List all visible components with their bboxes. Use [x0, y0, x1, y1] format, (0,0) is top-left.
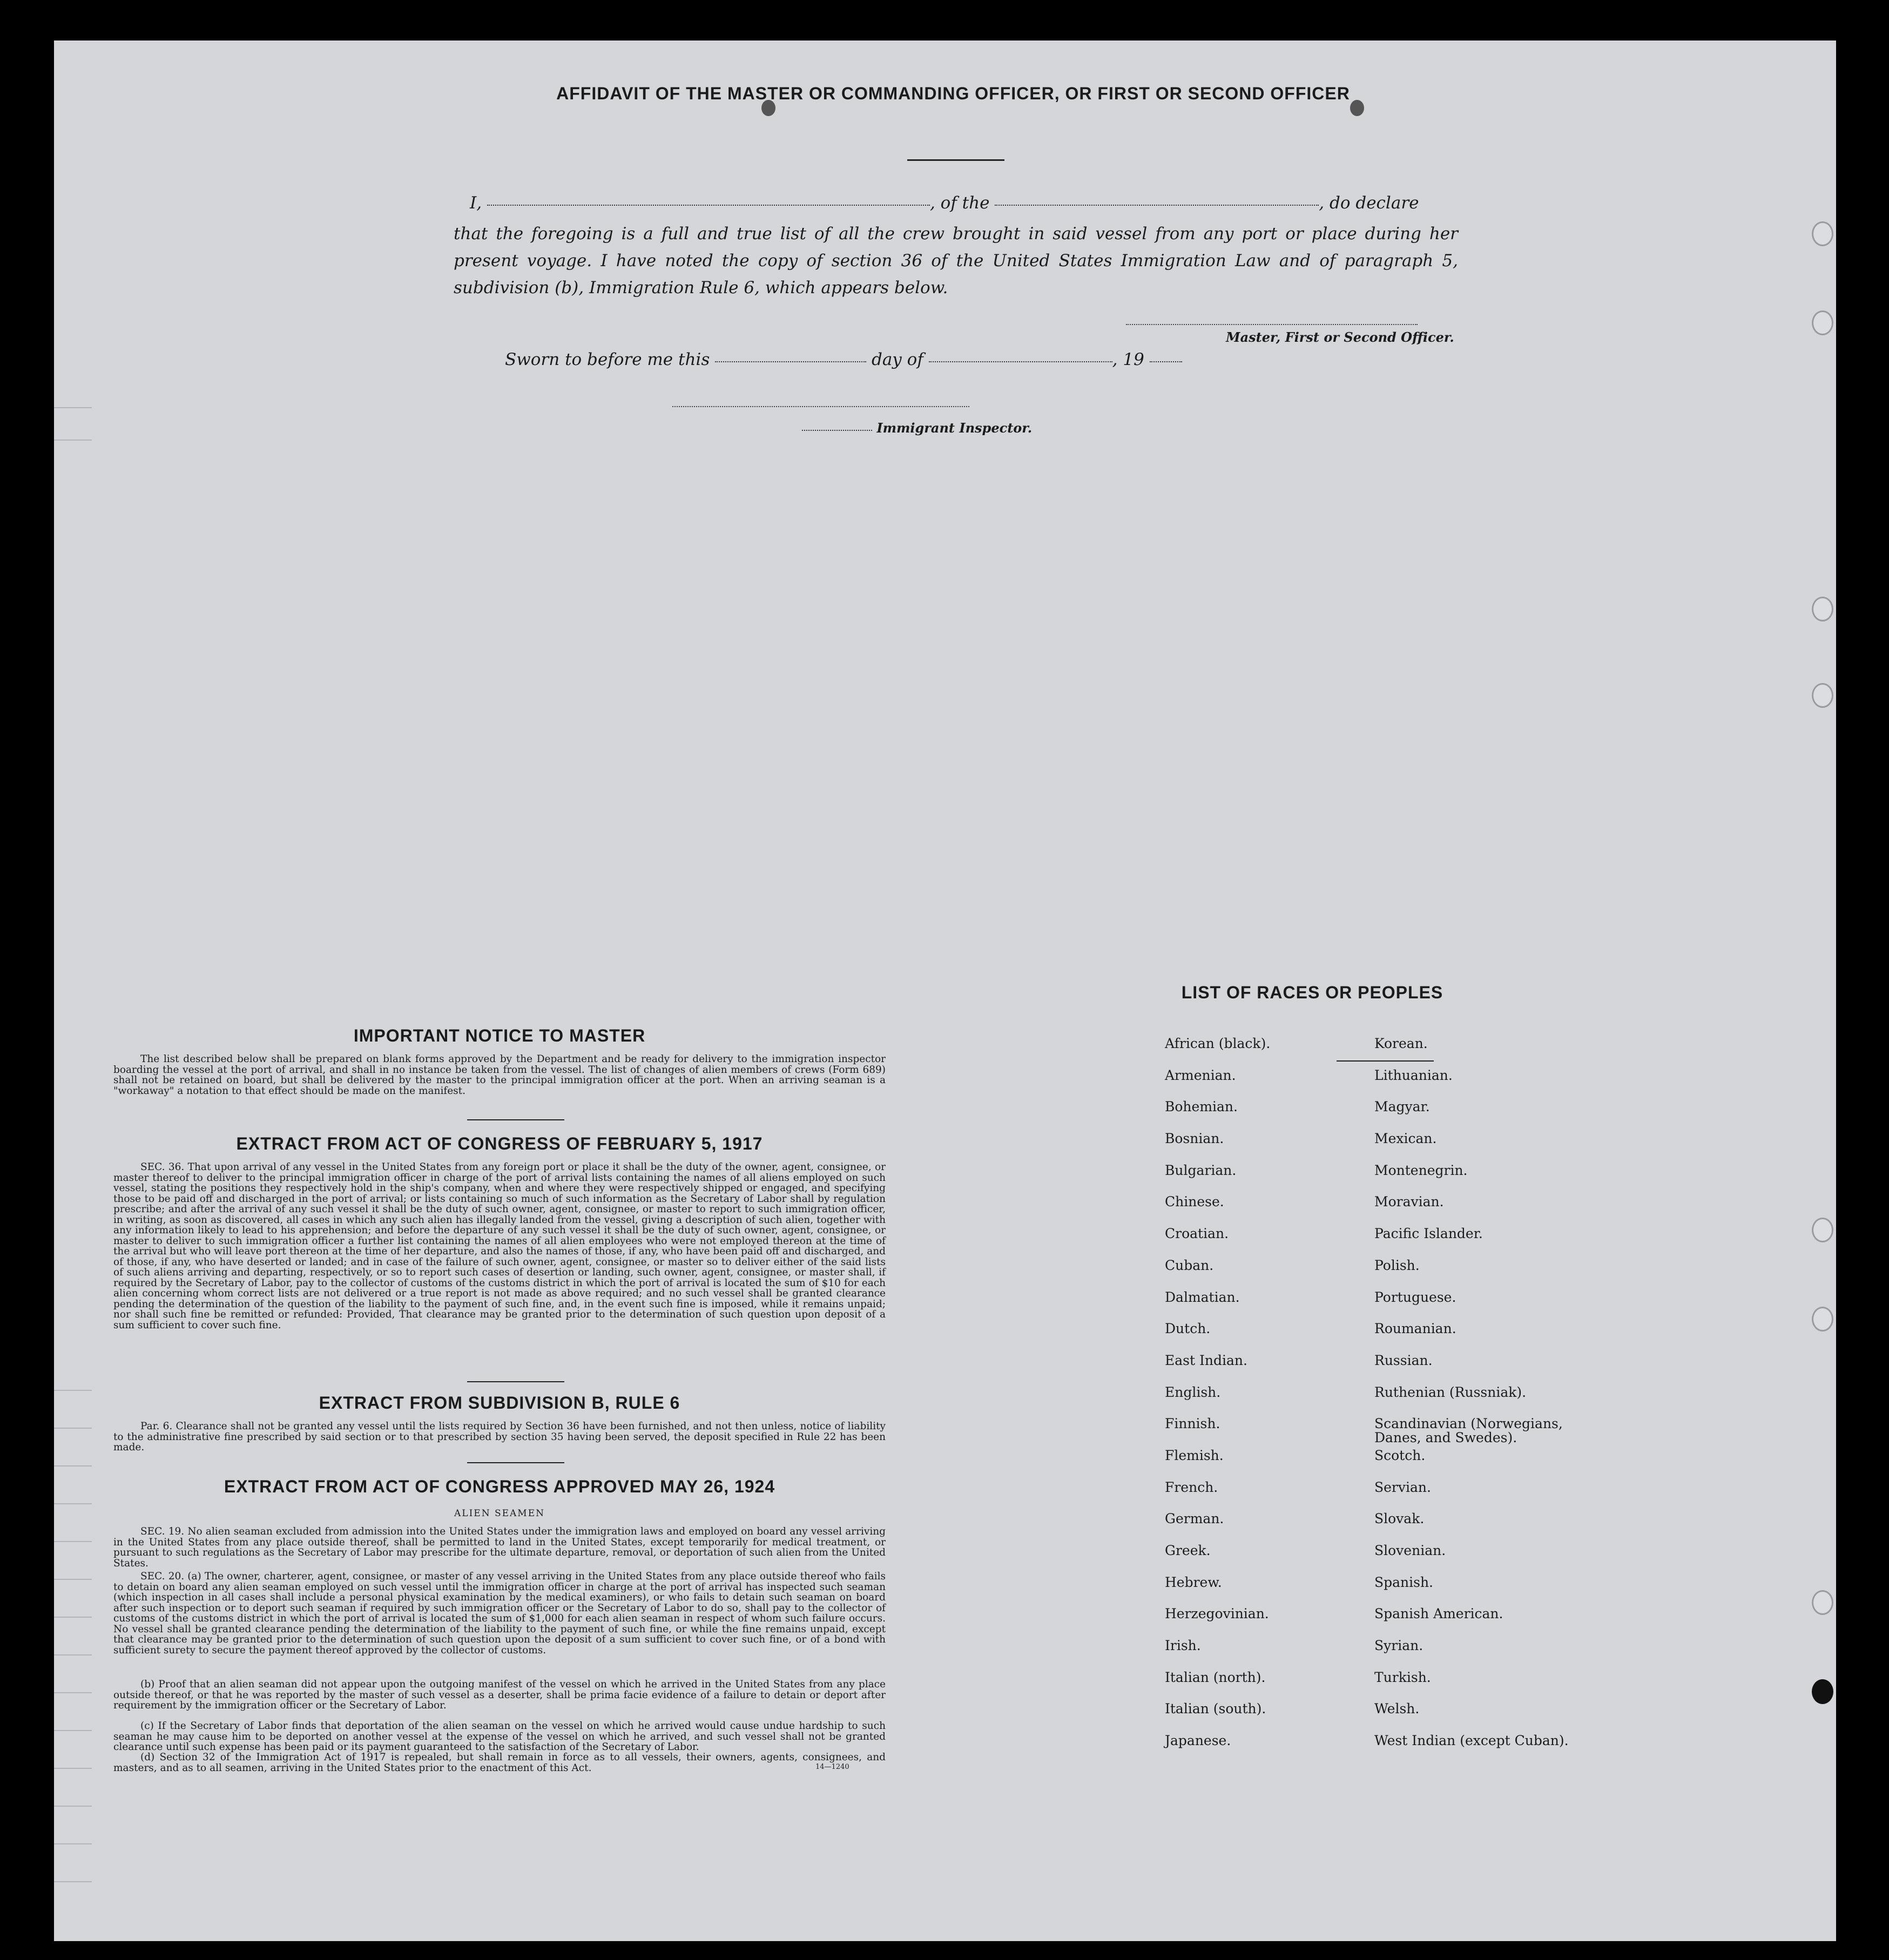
punch-hole: [1812, 1307, 1833, 1332]
affidavit-of-the: , of the: [929, 193, 990, 213]
title-underline: [907, 159, 1004, 161]
race-item: Polish.: [1374, 1257, 1420, 1273]
race-item: Servian.: [1374, 1479, 1431, 1495]
sworn-label: Sworn to before me this: [505, 350, 710, 369]
race-item: Armenian.: [1165, 1067, 1236, 1083]
year-blank[interactable]: [1150, 359, 1182, 362]
race-item: Finnish.: [1165, 1416, 1220, 1432]
punch-hole: [1812, 1590, 1833, 1615]
affidavit-i: I,: [470, 193, 482, 213]
race-item: Ruthenian (Russniak).: [1374, 1384, 1527, 1400]
divider: [467, 1381, 564, 1382]
day-of-label: day of: [871, 350, 923, 369]
race-item: Portuguese.: [1374, 1289, 1456, 1305]
extract-1924-title: EXTRACT FROM ACT OF CONGRESS APPROVED MAY 26, 1924: [224, 1477, 775, 1496]
subdivision-b-text: Par. 6. Clearance shall not be granted any vessel until the lists required by Section 36 have been furnished, and not then unless, notice of liability to the administrative fine prescribed by said section or to that prescribed by section 35 having been served, the deposit specified in Rule 22 has been made.: [113, 1421, 886, 1453]
extract-1917-text: SEC. 36. That upon arrival of any vessel in the United States from any foreign port or place it shall be the duty of the owner, agent, consignee, or master thereof to deliver to the principal immigration officer in charge of the port of arrival lists containing the names of all aliens employed on such vessel, stating the positions they respectively hold in the ship's company, when and where they were respectively shipped or engaged, and specifying those to be paid off and discharged in the port of arrival; or lists containing so much of such information as the Secretary of Labor shall by regulation prescribe; and after the arrival of any such vessel it shall be the duty of such owner, agent, consignee, or master to report to such immigration officer, in writing, as soon as discovered, all cases in which any such alien has illegally landed from the vessel, giving a description of such alien, together with any information likely to lead to his apprehension; and before the departure of any such vessel it shall be the duty of such owner, agent, consignee, or master to deliver to such immigration officer a further list containing the names of all alien employees who were not employed thereon at the time of the arrival but who will leave port thereon at the time of her departure, and also the names of those, if any, who have been paid off and discharged, and of those, if any, who have deserted or landed; and in case of the failure of such owner, agent, consignee, or master so to deliver either of the said lists of such aliens arriving and departing, respectively, or so to report such cases of desertion or landing, such owner, agent, consignee, or master shall, if required by the Secretary of Labor, pay to the collector of customs of the customs district in which the port of arrival is located the sum of $10 for each alien concerning whom correct lists are not delivered or a true report is not made as above required; and no such vessel shall be granted clearance pending the determination of the question of the liability to the payment of such fine, and, in the event such fine is imposed, while it remains unpaid; nor shall such fine be remitted or refunded: Provided, That clearance may be granted prior to the determination of such question upon deposit of a sum sufficient to cover such fine.: [113, 1161, 886, 1331]
race-item: Irish.: [1165, 1638, 1201, 1654]
race-item: Korean.: [1374, 1036, 1428, 1051]
race-item: Moravian.: [1374, 1194, 1444, 1210]
race-item: Lithuanian.: [1374, 1067, 1453, 1083]
inspector-signature-line[interactable]: [672, 406, 969, 407]
sec20d-text: (d) Section 32 of the Immigration Act of 1917 is repealed, but shall remain in force as to all vessels, their owners, agents, consignees, and masters, and as to all seamen, arriving in the United States prior to the enactment of this Act.: [113, 1752, 886, 1774]
notice-text: The list described below shall be prepared on blank forms approved by the Department and be ready for delivery to the immigration inspector boarding the vessel at the port of arrival, and shall in no instance be taken from the vessel. The list of changes of alien members of crews (Form 689) shall not be retained on board, but shall be delivered by the master to the principal immigration officer at the port. When an arriving seaman is a "workaway" a notation to that effect should be made on the manifest.: [113, 1053, 886, 1097]
vessel-blank[interactable]: [995, 202, 1319, 206]
punch-hole: [1812, 597, 1833, 621]
year-label: , 19: [1112, 350, 1144, 369]
race-item: Russian.: [1374, 1352, 1433, 1368]
master-signature-label: Master, First or Second Officer.: [1226, 329, 1454, 345]
divider: [467, 1119, 564, 1120]
race-item: Slovenian.: [1374, 1543, 1446, 1558]
race-item: Bosnian.: [1165, 1131, 1224, 1147]
race-item: Roumanian.: [1374, 1321, 1456, 1337]
race-item: Cuban.: [1165, 1257, 1214, 1273]
inspector-name-blank[interactable]: [802, 428, 872, 431]
punch-hole: [1812, 221, 1833, 246]
race-item: Dalmatian.: [1165, 1289, 1240, 1305]
race-item: Scotch.: [1374, 1447, 1426, 1463]
race-item: Herzegovinian.: [1165, 1606, 1269, 1622]
race-item: Bohemian.: [1165, 1099, 1238, 1115]
punch-hole: [1812, 683, 1833, 708]
race-item: Japanese.: [1165, 1733, 1231, 1749]
punch-hole: [1812, 1679, 1833, 1704]
race-item: Welsh.: [1374, 1701, 1420, 1717]
race-item: French.: [1165, 1479, 1218, 1495]
inspector-row: [802, 420, 1032, 436]
race-item: West Indian (except Cuban).: [1374, 1733, 1569, 1749]
ruled-margin: [54, 40, 92, 1941]
race-item: Syrian.: [1374, 1638, 1424, 1654]
subdivision-b-title: EXTRACT FROM SUBDIVISION B, RULE 6: [319, 1393, 680, 1412]
race-item: Dutch.: [1165, 1321, 1211, 1337]
divider: [467, 1462, 564, 1463]
month-blank[interactable]: [929, 359, 1112, 362]
affidavit-do-declare: , do declare: [1319, 193, 1419, 213]
race-item: Italian (south).: [1165, 1701, 1266, 1717]
race-item: German.: [1165, 1511, 1224, 1527]
name-blank[interactable]: [487, 202, 930, 206]
affidavit-title: AFFIDAVIT OF THE MASTER OR COMMANDING OFFICER, OR FIRST OR SECOND OFFICER: [556, 84, 1350, 103]
race-item: Chinese.: [1165, 1194, 1224, 1210]
punch-hole: [1812, 1218, 1833, 1242]
inspector-label: Immigrant Inspector.: [876, 420, 1033, 436]
race-item: Scandinavian (Norwegians, Danes, and Swedes).: [1374, 1416, 1563, 1446]
sec20c-text: (c) If the Secretary of Labor finds that deportation of the alien seaman on the vessel on which he arrived would cause undue hardship to such seaman he may cause him to be deported on another vessel at the expense of the vessel on which he arrived, and such vessel shall not be granted clearance until such expense has been paid or its payment guaranteed to the satisfaction of the Secretary of Labor.: [113, 1720, 886, 1753]
affidavit-body: that the foregoing is a full and true list of all the crew brought in said vessel from any port or place during her present voyage. I have noted the copy of section 36 of the United States Immigration Law and of paragraph 5, subdivision (b), Immigration Rule 6, which appears below.: [454, 224, 1458, 298]
form-number: 14—1240: [815, 1763, 849, 1771]
race-item: Croatian.: [1165, 1226, 1229, 1242]
race-item: English.: [1165, 1384, 1221, 1400]
affidavit-line1: [470, 193, 1419, 213]
races-column-1: [1165, 1037, 1270, 1766]
race-item: Turkish.: [1374, 1669, 1431, 1685]
races-title: LIST OF RACES OR PEOPLES: [1181, 983, 1443, 1002]
race-item: Bulgarian.: [1165, 1162, 1237, 1178]
race-item: Flemish.: [1165, 1447, 1224, 1463]
race-item: African (black).: [1165, 1036, 1271, 1051]
race-item: Magyar.: [1374, 1099, 1430, 1115]
race-item: Slovak.: [1374, 1511, 1425, 1527]
sworn-line: [505, 350, 1182, 369]
race-item: East Indian.: [1165, 1352, 1247, 1368]
sec19-text: SEC. 19. No alien seaman excluded from admission into the United States under the immigration laws and employed on board any vessel arriving in the United States from any place outside thereof, shall be permitted to land in the United States, except temporarily for medical treatment, or pursuant to such regulations as the Secretary of Labor may prescribe for the ultimate departure, removal, or deportation of such alien from the United States.: [113, 1526, 886, 1569]
race-item: Montenegrin.: [1374, 1162, 1468, 1178]
alien-seamen-subtitle: ALIEN SEAMEN: [454, 1508, 545, 1519]
race-item: Spanish.: [1374, 1574, 1434, 1590]
race-item: Spanish American.: [1374, 1606, 1503, 1622]
race-item: Pacific Islander.: [1374, 1226, 1483, 1242]
punch-hole: [1812, 310, 1833, 335]
race-item: Mexican.: [1374, 1131, 1437, 1147]
notice-title: IMPORTANT NOTICE TO MASTER: [353, 1026, 646, 1045]
sec20b-text: (b) Proof that an alien seaman did not appear upon the outgoing manifest of the vessel on which he arrived in the United States from any place outside thereof, or that he was reported by the master of such vessel as a deserter, shall be prima facie evidence of a failure to detain or deport after requirement by the immigration officer or the Secretary of Labor.: [113, 1679, 886, 1711]
extract-1917-title: EXTRACT FROM ACT OF CONGRESS OF FEBRUARY 5, 1917: [236, 1134, 763, 1153]
master-signature-line[interactable]: [1126, 324, 1418, 325]
race-item: Italian (north).: [1165, 1669, 1266, 1685]
race-item: Greek.: [1165, 1543, 1211, 1558]
races-column-2: [1374, 1037, 1601, 1766]
day-blank[interactable]: [715, 359, 866, 362]
race-item: Hebrew.: [1165, 1574, 1222, 1590]
sec20a-text: SEC. 20. (a) The owner, charterer, agent, consignee, or master of any vessel arriving in the United States from any place outside thereof who fails to detain on board any alien seaman employed on such vessel until the immigration officer in charge at the port of arrival has inspected such seaman (which inspection in all cases shall include a personal physical examination by the medical examiners), or who fails to detain such seaman on board after such inspection or to deport such seaman if required by such immigration officer or the Secretary of Labor to do so, shall pay to the collector of customs of the customs district in which the port of arrival is located the sum of $1,000 for each alien seaman in respect of whom such failure occurs. No vessel shall be granted clearance pending the determination of the liability to the payment of such fine, or while the fine remains unpaid, except that clearance may be granted prior to the determination of such question upon the deposit of a sum sufficient to cover such fine, or of a bond with sufficient surety to secure the payment thereof approved by the collector of customs.: [113, 1571, 886, 1656]
